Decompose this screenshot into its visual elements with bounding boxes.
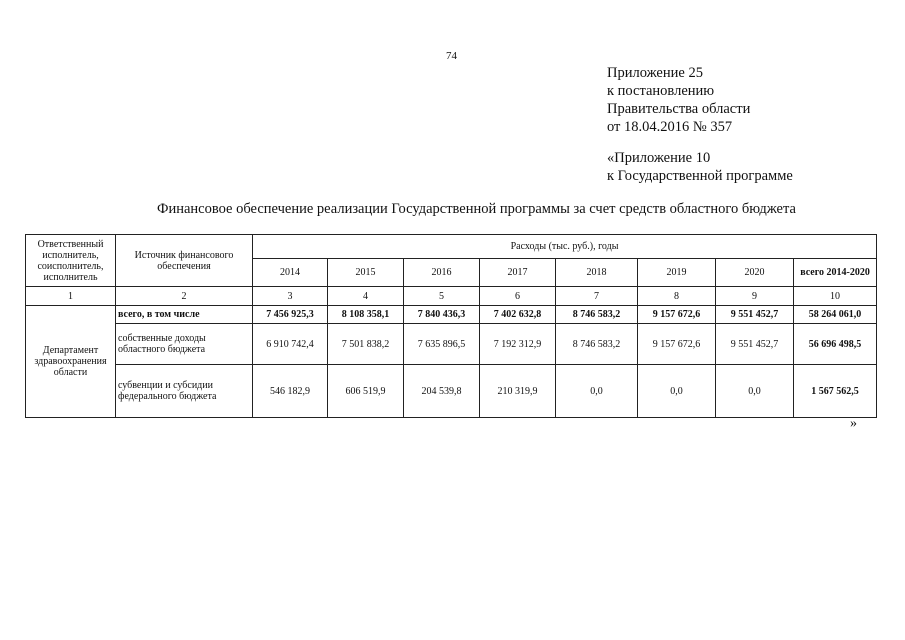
header-year: 2014: [253, 259, 328, 287]
source-cell: собственные доходы областного бюджета: [116, 324, 253, 365]
annex-line: Правительства области: [607, 101, 751, 117]
value-cell: 6 910 742,4: [253, 324, 328, 365]
header-year: 2020: [716, 259, 794, 287]
column-number: 4: [328, 287, 404, 306]
source-cell: всего, в том числе: [116, 306, 253, 324]
column-number: 5: [404, 287, 480, 306]
financing-table: [25, 234, 877, 418]
value-cell: 7 192 312,9: [480, 324, 556, 365]
value-cell: 210 319,9: [480, 365, 556, 418]
value-cell: 9 551 452,7: [716, 324, 794, 365]
total-cell: 58 264 061,0: [794, 306, 877, 324]
table-row: [26, 365, 877, 418]
value-cell: 0,0: [556, 365, 638, 418]
column-number: 6: [480, 287, 556, 306]
value-cell: 606 519,9: [328, 365, 404, 418]
annex-ref-line: к Государственной программе: [607, 168, 793, 184]
column-number: 7: [556, 287, 638, 306]
table-row: [26, 306, 877, 324]
header-expenses: Расходы (тыс. руб.), годы: [253, 235, 877, 259]
value-cell: 0,0: [716, 365, 794, 418]
annex-line: Приложение 25: [607, 65, 703, 81]
value-cell: 9 157 672,6: [638, 324, 716, 365]
header-year: 2015: [328, 259, 404, 287]
page-number: 74: [446, 50, 457, 62]
value-cell: 8 108 358,1: [328, 306, 404, 324]
value-cell: 7 456 925,3: [253, 306, 328, 324]
column-number: 8: [638, 287, 716, 306]
executor-cell: Департамент здравоохранения области: [26, 306, 116, 418]
value-cell: 9 551 452,7: [716, 306, 794, 324]
column-number: 2: [116, 287, 253, 306]
value-cell: 9 157 672,6: [638, 306, 716, 324]
value-cell: 7 635 896,5: [404, 324, 480, 365]
header-source: Источник финансового обеспечения: [116, 235, 253, 287]
value-cell: 0,0: [638, 365, 716, 418]
total-cell: 1 567 562,5: [794, 365, 877, 418]
value-cell: 204 539,8: [404, 365, 480, 418]
closing-quote: »: [850, 416, 857, 431]
source-cell: субвенции и субсидии федерального бюджета: [116, 365, 253, 418]
annex-header: [607, 64, 750, 136]
column-number: 3: [253, 287, 328, 306]
header-year: 2019: [638, 259, 716, 287]
document-title: Финансовое обеспечение реализации Государственной программы за счет средств областного бюджета: [157, 201, 796, 217]
header-year: 2017: [480, 259, 556, 287]
value-cell: 546 182,9: [253, 365, 328, 418]
column-number: 1: [26, 287, 116, 306]
table-row: [26, 324, 877, 365]
total-cell: 56 696 498,5: [794, 324, 877, 365]
header-total: всего 2014-2020: [794, 259, 877, 287]
value-cell: 8 746 583,2: [556, 306, 638, 324]
annex-line: к постановлению: [607, 83, 715, 99]
annex-ref-line: «Приложение 10: [607, 150, 711, 166]
header-executor: Ответственный исполнитель, соисполнитель, исполнитель: [26, 235, 116, 287]
header-year: 2018: [556, 259, 638, 287]
column-number-row: [26, 287, 877, 306]
header-year: 2016: [404, 259, 480, 287]
value-cell: 8 746 583,2: [556, 324, 638, 365]
value-cell: 7 402 632,8: [480, 306, 556, 324]
column-number: 10: [794, 287, 877, 306]
annex-line: от 18.04.2016 № 357: [607, 119, 733, 135]
value-cell: 7 501 838,2: [328, 324, 404, 365]
value-cell: 7 840 436,3: [404, 306, 480, 324]
annex-reference: [607, 149, 793, 185]
column-number: 9: [716, 287, 794, 306]
